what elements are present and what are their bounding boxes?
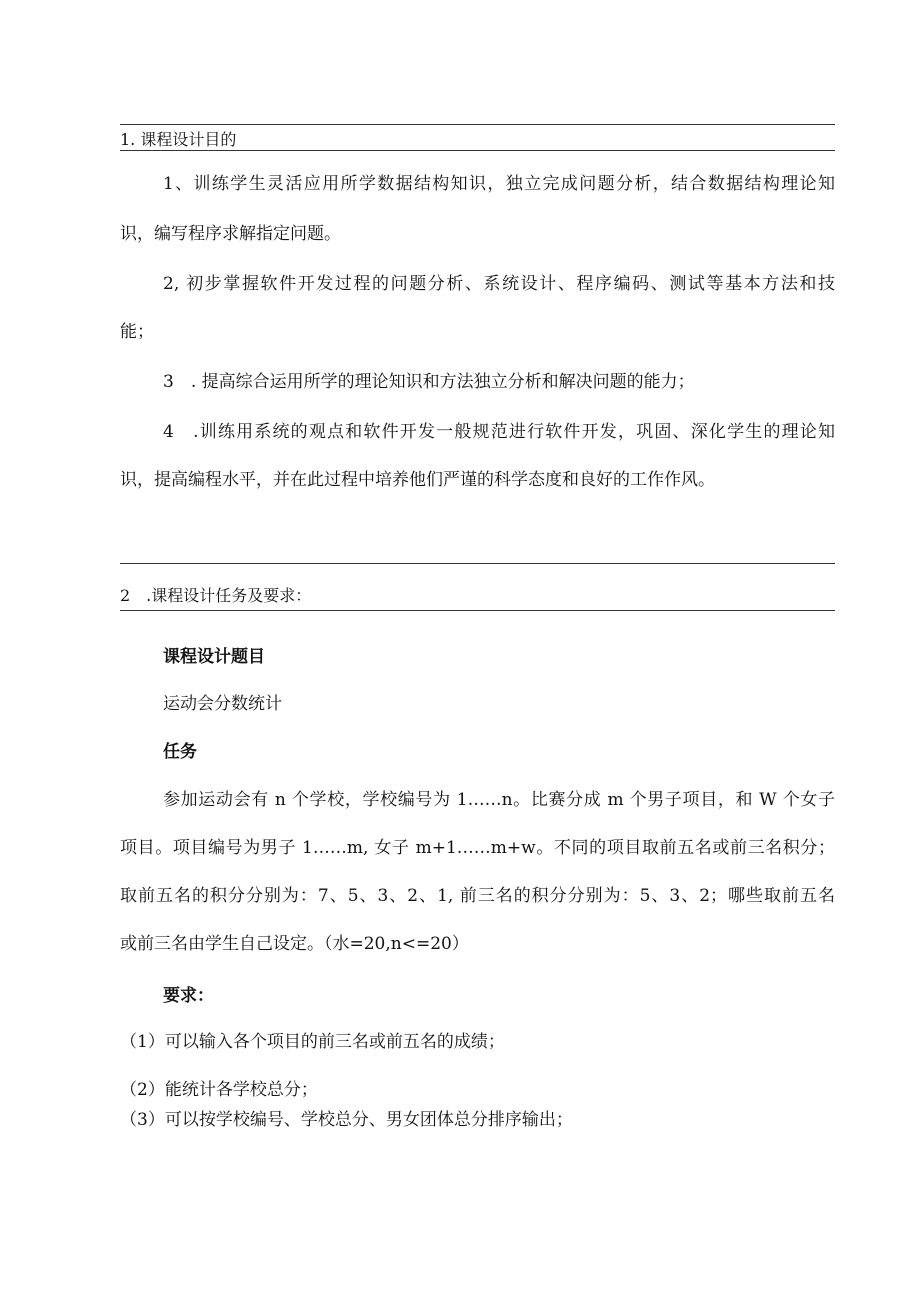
purpose-item-1-line-1: 1、训练学生灵活应用所学数据结构知识，独立完成问题分析，结合数据结构理论知 [163,174,835,194]
section1-bottom-rule [120,150,835,151]
purpose-item-2-line-1: 2, 初步掌握软件开发过程的问题分析、系统设计、程序编码、测试等基本方法和技 [163,274,835,294]
task-line-3: 取前五名的积分分别为：7、5、3、2、1, 前三名的积分分别为：5、3、2；哪些取前五名 [120,886,835,906]
purpose-item-2-line-2: 能； [120,322,154,342]
purpose-item-4-line-2: 识，提高编程水平，并在此过程中培养他们严谨的科学态度和良好的工作作风。 [120,470,715,490]
requirements-label: 要求： [163,986,214,1006]
requirement-2: （2）能统计各学校总分； [120,1080,318,1100]
section1-heading: 1. 课程设计目的 [120,130,237,149]
requirement-3: （3）可以按学校编号、学校总分、男女团体总分排序输出； [120,1110,573,1130]
section1-top-rule [120,124,835,125]
requirement-1: （1）可以输入各个项目的前三名或前五名的成绩； [120,1032,505,1052]
purpose-item-1-line-2: 识，编写程序求解指定问题。 [120,224,341,244]
topic-label: 课程设计题目 [163,647,265,667]
task-line-4: 或前三名由学生自己设定。（水=20,n<=20） [120,934,469,954]
topic-title: 运动会分数统计 [163,694,282,714]
task-line-2: 项目。项目编号为男子 1……m, 女子 m+1……m+w。不同的项目取前五名或前三名积分； [120,838,835,858]
task-line-1: 参加运动会有 n 个学校，学校编号为 1……n。比赛分成 m 个男子项目，和 W 个女子 [163,790,835,810]
purpose-item-3: 3 . 提高综合运用所学的理论知识和方法独立分析和解决问题的能力； [163,372,695,392]
section2-heading: 2 .课程设计任务及要求： [120,586,312,605]
section2-top-rule [120,563,835,564]
purpose-item-4-line-1: 4 .训练用系统的观点和软件开发一般规范进行软件开发，巩固、深化学生的理论知 [163,422,835,442]
section2-bottom-rule [120,610,835,611]
task-label: 任务 [163,742,197,762]
